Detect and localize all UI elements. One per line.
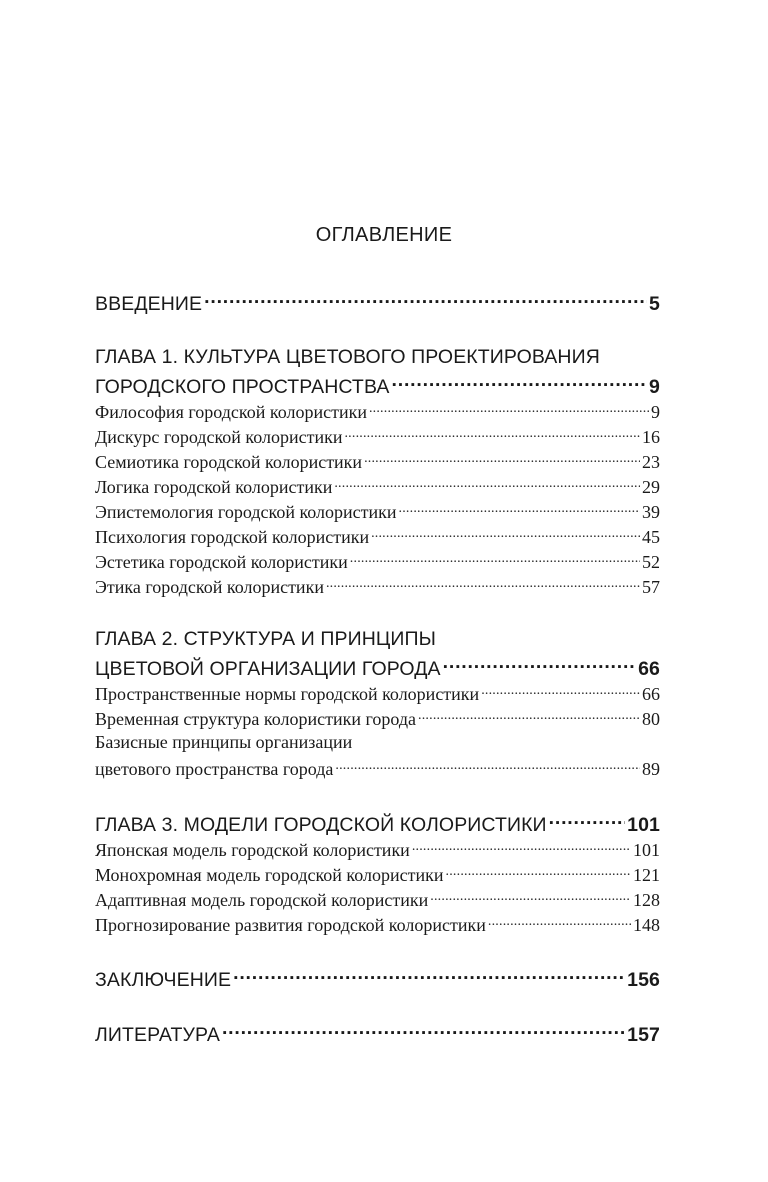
- toc-entry-label: ГЛАВА 1. КУЛЬТУРА ЦВЕТОВОГО ПРОЕКТИРОВАНИЯ: [95, 346, 600, 368]
- toc-entry-label: Монохромная модель городской колористики: [95, 865, 444, 885]
- leader-dots: [350, 550, 640, 568]
- toc-section[interactable]: [95, 838, 660, 861]
- toc-entry-introduction[interactable]: [95, 290, 660, 316]
- toc-entry-page: 9: [649, 375, 660, 398]
- toc-entry-page: 9: [651, 402, 660, 422]
- toc-section[interactable]: [95, 682, 660, 705]
- toc-entry-page: 29: [642, 477, 660, 497]
- toc-section[interactable]: [95, 500, 660, 523]
- toc-entry-label: Японская модель городской колористики: [95, 840, 410, 860]
- toc-section-cont[interactable]: [95, 757, 660, 780]
- toc-section[interactable]: [95, 450, 660, 473]
- toc-entry-page: 156: [627, 968, 660, 991]
- toc-entry-label: ЛИТЕРАТУРА: [95, 1023, 220, 1046]
- toc-chapter-2-heading-cont[interactable]: [95, 655, 660, 681]
- leader-dots: [412, 838, 631, 856]
- toc-section[interactable]: [95, 475, 660, 498]
- toc-entry-page: 148: [633, 915, 660, 935]
- toc-chapter-2-heading[interactable]: [95, 628, 660, 651]
- toc-entry-page: 157: [627, 1023, 660, 1046]
- toc-section[interactable]: [95, 550, 660, 573]
- toc-entry-label: Адаптивная модель городской колористики: [95, 890, 429, 910]
- leader-dots: [399, 500, 640, 518]
- leader-dots: [430, 888, 631, 906]
- toc-section[interactable]: [95, 575, 660, 598]
- leader-dots: [204, 290, 647, 310]
- toc-entry-label: Эстетика городской колористики: [95, 552, 348, 572]
- leader-dots: [549, 811, 626, 831]
- toc-entry-page: 80: [642, 709, 660, 729]
- leader-dots: [334, 475, 640, 493]
- toc-chapter-3-heading[interactable]: [95, 811, 660, 837]
- toc-entry-page: 101: [633, 840, 660, 860]
- toc-section[interactable]: [95, 707, 660, 730]
- toc-entry-page: 5: [649, 292, 660, 315]
- toc-entry-label: Прогнозирование развития городской колористики: [95, 915, 486, 935]
- toc-entry-label: ВВЕДЕНИЕ: [95, 292, 203, 315]
- leader-dots: [326, 575, 640, 593]
- toc-entry-page: 89: [642, 759, 660, 779]
- toc-entry-page: 39: [642, 502, 660, 522]
- toc-entry-label: Временная структура колористики города: [95, 709, 417, 729]
- toc-entry-label: Базисные принципы организации: [95, 732, 353, 752]
- leader-dots: [446, 863, 631, 881]
- toc-entry-page: 66: [642, 684, 660, 704]
- toc-entry-label: Дискурс городской колористики: [95, 427, 343, 447]
- leader-dots: [233, 966, 625, 986]
- leader-dots: [488, 913, 631, 931]
- toc-entry-label: Семиотика городской колористики: [95, 452, 363, 472]
- toc-entry-page: 57: [642, 577, 660, 597]
- toc-entry-page: 16: [642, 427, 660, 447]
- leader-dots: [418, 707, 640, 725]
- leader-dots: [481, 682, 640, 700]
- toc-section[interactable]: [95, 913, 660, 936]
- leader-dots: [369, 400, 649, 418]
- toc-entry-page: 101: [627, 813, 660, 836]
- toc-entry-label: цветового пространства города: [95, 759, 334, 779]
- toc-entry-page: 66: [638, 657, 660, 680]
- toc-entry-label: ЦВЕТОВОЙ ОРГАНИЗАЦИИ ГОРОДА: [95, 657, 441, 680]
- toc-entry-label: ГЛАВА 3. МОДЕЛИ ГОРОДСКОЙ КОЛОРИСТИКИ: [95, 813, 547, 836]
- leader-dots: [392, 373, 648, 393]
- leader-dots: [364, 450, 640, 468]
- toc-section[interactable]: [95, 732, 660, 753]
- leader-dots: [222, 1021, 625, 1041]
- page-title: ОГЛАВЛЕНИЕ: [315, 224, 453, 246]
- toc-entry-label: ГОРОДСКОГО ПРОСТРАНСТВА: [95, 375, 390, 398]
- toc-entry-page: 52: [642, 552, 660, 572]
- toc-section[interactable]: [95, 425, 660, 448]
- toc-section[interactable]: [95, 888, 660, 911]
- toc-entry-page: 128: [633, 890, 660, 910]
- toc-entry-label: Пространственные нормы городской колористики: [95, 684, 480, 704]
- leader-dots: [344, 425, 640, 443]
- toc-entry-page: 23: [642, 452, 660, 472]
- toc-chapter-1-heading[interactable]: [95, 346, 660, 369]
- toc-entry-label: Психология городской колористики: [95, 527, 370, 547]
- leader-dots: [371, 525, 640, 543]
- toc-section[interactable]: [95, 863, 660, 886]
- toc-entry-label: ГЛАВА 2. СТРУКТУРА И ПРИНЦИПЫ: [95, 628, 436, 650]
- toc-entry-conclusion[interactable]: [95, 966, 660, 992]
- toc-section[interactable]: [95, 400, 660, 423]
- toc-entry-label: Логика городской колористики: [95, 477, 333, 497]
- leader-dots: [335, 757, 640, 775]
- leader-dots: [443, 655, 636, 675]
- toc-entry-label: Этика городской колористики: [95, 577, 324, 597]
- toc-entry-label: Философия городской колористики: [95, 402, 367, 422]
- toc-entry-page: 45: [642, 527, 660, 547]
- toc-entry-literature[interactable]: [95, 1021, 660, 1047]
- toc-entry-page: 121: [633, 865, 660, 885]
- toc-chapter-1-heading-cont[interactable]: [95, 373, 660, 399]
- toc-section[interactable]: [95, 525, 660, 548]
- toc-entry-label: Эпистемология городской колористики: [95, 502, 397, 522]
- toc-entry-label: ЗАКЛЮЧЕНИЕ: [95, 968, 232, 991]
